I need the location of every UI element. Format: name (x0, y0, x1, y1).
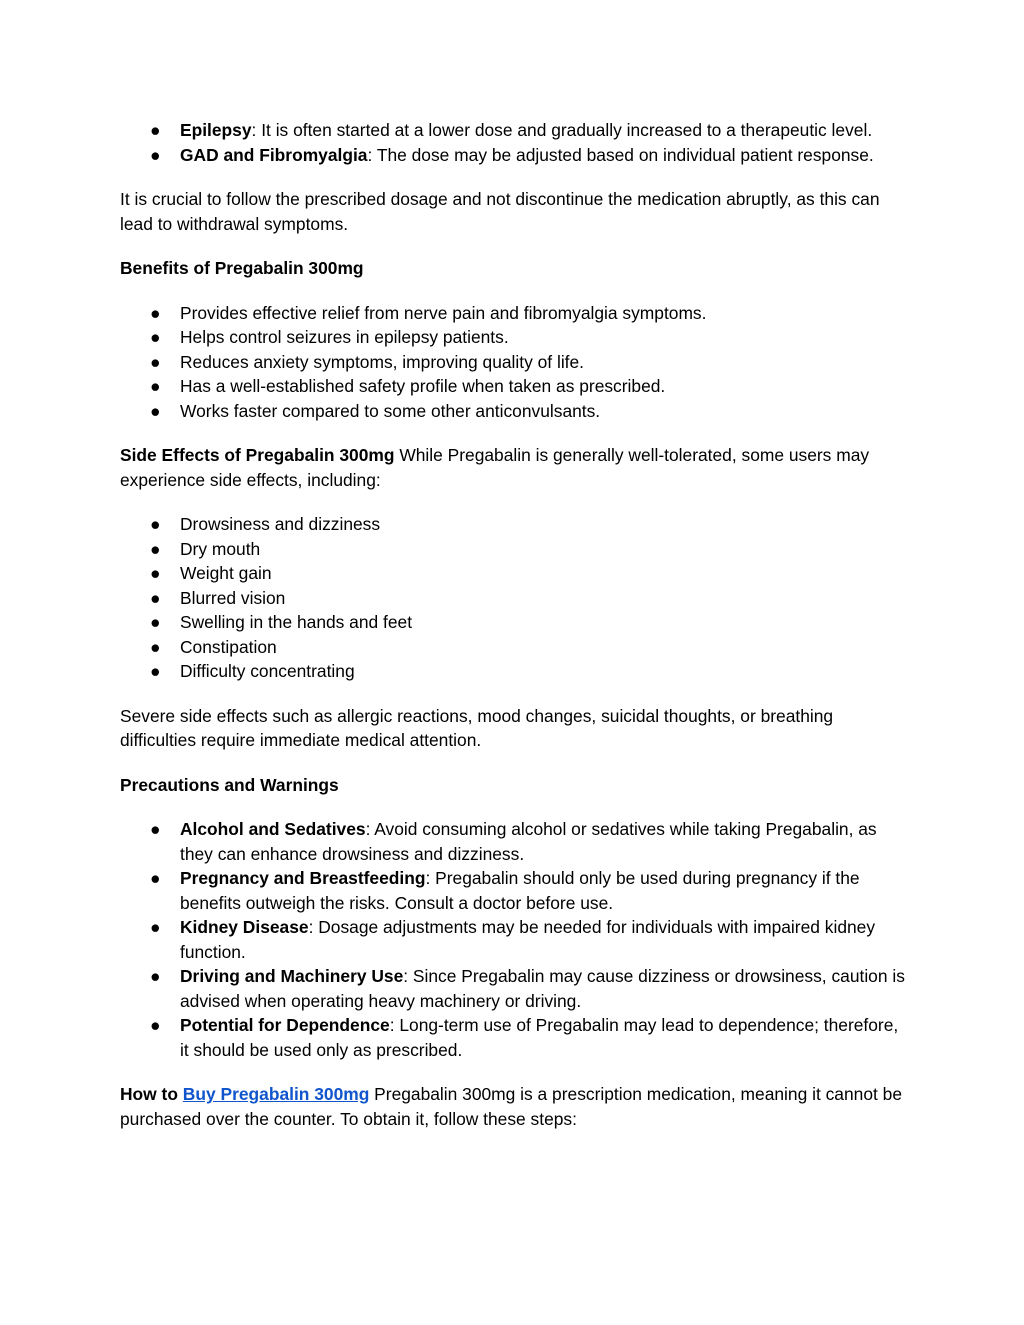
bullet-icon: ● (150, 351, 161, 372)
bullet-icon: ● (150, 538, 161, 559)
list-item (120, 399, 905, 424)
how-to-buy-paragraph (120, 1082, 905, 1131)
dosage-list (120, 118, 905, 167)
item-text: : The dose may be adjusted based on individual patient response. (367, 144, 874, 165)
item-text: Reduces anxiety symptoms, improving quality of life. (180, 351, 585, 372)
bullet-icon: ● (150, 966, 161, 986)
item-text: : Avoid consuming alcohol or sedatives while taking Pregabalin, as they can enhance drowsiness and dizziness. (180, 819, 877, 864)
list-item (120, 1013, 905, 1062)
item-text: Provides effective relief from nerve pain and fibromyalgia symptoms. (180, 302, 707, 323)
item-text: : It is often started at a lower dose and gradually increased to a therapeutic level. (251, 120, 873, 140)
item-text: : Dosage adjustments may be needed for individuals with impaired kidney function. (180, 917, 876, 962)
bullet-icon: ● (150, 120, 161, 140)
item-text: Helps control seizures in epilepsy patients. (180, 327, 509, 347)
item-text: Difficulty concentrating (180, 661, 355, 681)
item-text: : Long-term use of Pregabalin may lead to dependence; therefore, it should be used only as prescribed. (180, 1015, 899, 1060)
document-page (120, 118, 905, 1151)
bullet-icon: ● (150, 1015, 161, 1035)
list-item (120, 915, 905, 964)
item-term: Pregnancy and Breastfeeding (180, 868, 426, 888)
item-text: : Since Pregabalin may cause dizziness or drowsiness, caution is advised when operating heavy machinery or driving. (180, 966, 905, 1011)
how-to-buy-heading: How to (120, 1084, 183, 1104)
list-item (120, 866, 905, 915)
item-text: : Pregabalin should only be used during pregnancy if the benefits outweigh the risks. Consult a doctor before use. (180, 868, 860, 913)
item-text: Constipation (180, 636, 277, 657)
side-effects-intro: While Pregabalin is generally well-tolerated, some users may experience side effects, including: (120, 445, 870, 490)
list-item (120, 635, 905, 660)
item-text: Has a well-established safety profile when taken as prescribed. (180, 376, 666, 396)
precautions-list (120, 817, 905, 1062)
benefits-list (120, 301, 905, 424)
bullet-icon: ● (150, 661, 161, 681)
how-to-buy-text: Pregabalin 300mg is a prescription medication, meaning it cannot be purchased over the counter. To obtain it, follow these steps: (120, 1084, 902, 1129)
item-text: Blurred vision (180, 587, 286, 608)
bullet-icon: ● (150, 612, 161, 632)
bullet-icon: ● (150, 636, 161, 657)
severe-side-effects-note: Severe side effects such as allergic reactions, mood changes, suicidal thoughts, or breathing difficulties require immediate medical attention. (120, 705, 834, 750)
list-item (120, 610, 905, 635)
item-term: Kidney Disease (180, 917, 309, 937)
bullet-icon: ● (150, 302, 161, 323)
list-item (120, 537, 905, 562)
list-item (120, 143, 905, 168)
bullet-icon: ● (150, 400, 161, 421)
item-term: Alcohol and Sedatives (180, 819, 366, 839)
item-text: Weight gain (180, 563, 272, 583)
side-effects-list (120, 512, 905, 684)
item-text: Works faster compared to some other anticonvulsants. (180, 400, 601, 421)
bullet-icon: ● (150, 917, 161, 937)
item-term: Driving and Machinery Use (180, 966, 404, 986)
bullet-icon: ● (150, 819, 161, 839)
list-item (120, 118, 905, 143)
item-text: Dry mouth (180, 538, 261, 559)
list-item (120, 817, 905, 866)
item-term: Epilepsy (180, 120, 252, 140)
buy-pregabalin-link[interactable]: Buy Pregabalin 300mg (182, 1084, 370, 1104)
side-effects-heading: Side Effects of Pregabalin 300mg (120, 445, 395, 465)
bullet-icon: ● (150, 144, 161, 165)
list-item (120, 301, 905, 326)
item-term: GAD and Fibromyalgia (180, 144, 368, 165)
list-item (120, 659, 905, 684)
list-item (120, 374, 905, 399)
benefits-heading: Benefits of Pregabalin 300mg (120, 258, 364, 278)
item-term: Potential for Dependence (180, 1015, 390, 1035)
bullet-icon: ● (150, 563, 161, 583)
bullet-icon: ● (150, 587, 161, 608)
bullet-icon: ● (150, 327, 161, 347)
bullet-icon: ● (150, 514, 161, 534)
list-item (120, 964, 905, 1013)
item-text: Swelling in the hands and feet (180, 612, 413, 632)
list-item (120, 512, 905, 537)
list-item (120, 561, 905, 586)
side-effects-paragraph (120, 443, 905, 492)
list-item (120, 350, 905, 375)
bullet-icon: ● (150, 376, 161, 396)
list-item (120, 586, 905, 611)
list-item (120, 325, 905, 350)
bullet-icon: ● (150, 868, 161, 888)
dosage-note: It is crucial to follow the prescribed dosage and not discontinue the medication abruptly, as this can lead to withdrawal symptoms. (120, 189, 880, 234)
precautions-heading: Precautions and Warnings (120, 774, 339, 795)
item-text: Drowsiness and dizziness (180, 514, 381, 534)
